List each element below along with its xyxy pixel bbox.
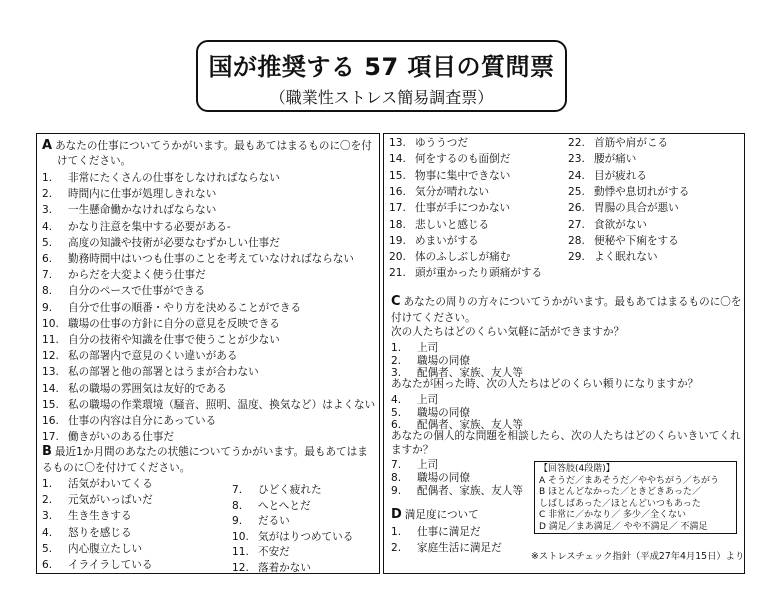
item-number: 20. bbox=[389, 251, 406, 264]
list-item bbox=[391, 394, 438, 407]
item-text: 動悸や息切れがする bbox=[594, 185, 690, 198]
item-number: 25. bbox=[568, 185, 585, 198]
item-number: 15. bbox=[389, 169, 406, 182]
item-text: ゆううつだ bbox=[415, 137, 468, 149]
item-number: 24. bbox=[568, 169, 585, 182]
item-text: 職場の仕事の方針に自分の意見を反映できる bbox=[68, 317, 280, 330]
item-text: 配偶者、家族、友人等 bbox=[417, 484, 523, 497]
list-item bbox=[568, 235, 679, 248]
list-item bbox=[391, 355, 470, 368]
item-number: 1. bbox=[391, 342, 402, 354]
page-subtitle: （職業性ストレス簡易調査票） bbox=[269, 88, 494, 107]
item-number: 26. bbox=[568, 202, 585, 215]
item-number: 5. bbox=[42, 236, 53, 249]
list-item bbox=[42, 285, 205, 298]
item-number: 2. bbox=[391, 542, 402, 554]
item-number: 11. bbox=[232, 546, 249, 559]
answer-choices-box bbox=[534, 461, 737, 534]
item-number: 27. bbox=[568, 218, 585, 231]
item-number: 9. bbox=[42, 301, 53, 314]
item-text: 活気がわいてくる bbox=[68, 478, 153, 490]
item-number: 8. bbox=[232, 499, 243, 512]
item-number: 15. bbox=[42, 398, 59, 411]
item-text: 自分の技術や知識を仕事で使うことが少ない bbox=[68, 334, 280, 346]
list-item bbox=[568, 137, 668, 150]
list-item bbox=[232, 546, 290, 559]
list-item bbox=[391, 485, 523, 498]
section-a-letter: A bbox=[42, 138, 53, 153]
item-text: 腰が痛い bbox=[594, 153, 637, 166]
section-d-letter: D bbox=[391, 507, 402, 522]
item-number: 16. bbox=[42, 415, 59, 427]
item-text: 物事に集中できない bbox=[415, 169, 511, 182]
section-d-intro: 満足度について bbox=[404, 509, 479, 521]
item-text: 私の部署内で意見のくい違いがある bbox=[68, 350, 238, 363]
item-number: 19. bbox=[389, 234, 406, 247]
item-text: 生き生きする bbox=[68, 510, 132, 523]
section-d-heading bbox=[391, 508, 479, 522]
source-note: ※ストレスチェック指針（平成27年4月15日）より bbox=[531, 551, 745, 562]
item-text: 内心腹立たしい bbox=[68, 542, 143, 555]
item-text: 不安だ bbox=[258, 546, 290, 559]
list-item bbox=[391, 472, 470, 485]
item-text: 目が疲れる bbox=[594, 169, 647, 182]
item-number: 6. bbox=[42, 253, 53, 265]
list-item bbox=[42, 478, 153, 491]
item-text: 上司 bbox=[417, 394, 439, 406]
item-text: 上司 bbox=[417, 459, 439, 471]
item-number: 14. bbox=[389, 153, 406, 166]
list-item bbox=[389, 202, 510, 215]
list-item bbox=[42, 318, 280, 331]
list-item bbox=[42, 204, 216, 217]
list-item bbox=[568, 153, 636, 166]
item-text: 配偶者、家族、友人等 bbox=[417, 367, 523, 379]
item-text: 気がはりつめている bbox=[258, 530, 354, 543]
item-number: 8. bbox=[42, 285, 53, 298]
item-text: 私の職場の雰囲気は友好的である bbox=[68, 382, 227, 395]
item-text: よく眠れない bbox=[594, 251, 658, 264]
item-text: 非常にたくさんの仕事をしなければならない bbox=[68, 172, 280, 184]
list-item bbox=[42, 415, 216, 428]
item-number: 13. bbox=[389, 137, 406, 149]
item-number: 1. bbox=[391, 526, 402, 538]
item-text: 家庭生活に満足だ bbox=[417, 542, 502, 554]
item-text: 怒りを感じる bbox=[68, 526, 132, 539]
section-c-intro-line1: あなたの周りの方々についてうかがいます。最もあてはまるものに〇を bbox=[403, 296, 742, 308]
list-item bbox=[42, 221, 231, 234]
list-item bbox=[232, 500, 311, 513]
section-a-heading bbox=[42, 139, 372, 153]
list-item bbox=[391, 526, 481, 539]
item-number: 5. bbox=[391, 406, 402, 419]
list-item bbox=[42, 334, 280, 347]
section-b-intro-line2: るものに〇を付けてください。 bbox=[42, 462, 191, 474]
item-number: 10. bbox=[42, 317, 59, 330]
item-number: 17. bbox=[42, 431, 59, 444]
list-item bbox=[389, 267, 542, 280]
list-item bbox=[232, 484, 322, 497]
answer-row-b: B ほとんどなかった／ときどきあった／ bbox=[539, 487, 701, 497]
item-text: イライラしている bbox=[68, 559, 153, 571]
answer-row-b-cont: しばしばあった／ほとんどいつもあった bbox=[539, 498, 701, 509]
list-item bbox=[389, 186, 489, 199]
item-text: 気分が晴れない bbox=[415, 185, 490, 198]
item-number: 4. bbox=[42, 220, 53, 233]
item-number: 6. bbox=[42, 559, 53, 571]
section-b-letter: B bbox=[42, 444, 52, 459]
item-text: 自分で仕事の順番・やり方を決めることができる bbox=[68, 301, 302, 314]
item-number: 3. bbox=[42, 204, 53, 217]
item-text: 悲しいと感じる bbox=[415, 218, 490, 231]
section-c-letter: C bbox=[391, 294, 401, 309]
item-number: 7. bbox=[42, 269, 53, 282]
item-number: 8. bbox=[391, 471, 402, 484]
answer-row-d: D 満足／まあ満足／ やや不満足／ 不満足 bbox=[539, 521, 708, 532]
item-number: 16. bbox=[389, 185, 406, 198]
item-number: 22. bbox=[568, 137, 585, 149]
list-item bbox=[389, 137, 468, 150]
answer-row-c: C 非常に／かなり／ 多少／全くない bbox=[539, 510, 687, 520]
list-item bbox=[42, 399, 375, 412]
section-c-question3-line1: あなたの個人的な問題を相談したら、次の人たちはどのくらいきいてくれ bbox=[391, 430, 741, 442]
list-item bbox=[42, 172, 280, 185]
item-number: 23. bbox=[568, 153, 585, 166]
item-text: からだを大変よく使う仕事だ bbox=[68, 269, 206, 282]
answer-box-title: 【回答肢(4段階)】 bbox=[539, 464, 615, 474]
list-item bbox=[568, 251, 658, 264]
page-title: 国が推奨する 57 項目の質問票 bbox=[208, 53, 555, 81]
list-item bbox=[42, 302, 301, 315]
list-item bbox=[232, 562, 311, 575]
item-number: 9. bbox=[232, 515, 243, 528]
item-text: 職場の同僚 bbox=[417, 354, 470, 367]
list-item bbox=[389, 235, 479, 248]
item-number: 13. bbox=[42, 366, 59, 379]
list-item bbox=[389, 251, 510, 264]
item-text: 元気がいっぱいだ bbox=[68, 494, 153, 507]
item-text: 落着かない bbox=[258, 562, 311, 574]
list-item bbox=[568, 202, 679, 215]
item-number: 7. bbox=[232, 484, 243, 496]
list-item bbox=[389, 219, 489, 232]
item-text: 仕事に満足だ bbox=[417, 526, 481, 538]
item-number: 28. bbox=[568, 234, 585, 247]
item-number: 4. bbox=[42, 526, 53, 539]
item-text: 私の部署と他の部署とはうまが合わない bbox=[68, 366, 259, 379]
section-b-heading bbox=[42, 445, 368, 459]
list-item bbox=[391, 342, 438, 355]
list-item bbox=[232, 515, 290, 528]
list-item bbox=[389, 153, 510, 166]
item-number: 3. bbox=[391, 367, 402, 379]
section-b-intro-line1: 最近1か月間のあなたの状態についてうかがいます。最もあてはま bbox=[54, 446, 368, 458]
item-text: 時間内に仕事が処理しきれない bbox=[68, 188, 217, 201]
list-item bbox=[42, 366, 259, 379]
item-text: 仕事が手につかない bbox=[415, 202, 511, 215]
list-item bbox=[42, 269, 206, 282]
item-number: 14. bbox=[42, 382, 59, 395]
item-number: 17. bbox=[389, 202, 406, 215]
list-item bbox=[232, 531, 353, 544]
item-number: 11. bbox=[42, 334, 59, 346]
item-text: 胃腸の具合が悪い bbox=[594, 202, 679, 215]
list-item bbox=[42, 431, 174, 444]
item-number: 10. bbox=[232, 530, 249, 543]
list-item bbox=[568, 170, 647, 183]
section-a-intro-line2: けてください。 bbox=[57, 155, 132, 167]
list-item bbox=[391, 407, 470, 420]
item-number: 5. bbox=[42, 542, 53, 555]
item-number: 18. bbox=[389, 218, 406, 231]
list-item bbox=[42, 253, 354, 266]
item-text: 仕事の内容は自分にあっている bbox=[68, 415, 217, 427]
item-number: 2. bbox=[391, 354, 402, 367]
item-text: めまいがする bbox=[415, 234, 479, 247]
item-number: 1. bbox=[42, 172, 53, 184]
item-text: 体のふしぶしが痛む bbox=[415, 251, 511, 264]
item-text: 勤務時間中はいつも仕事のことを考えていなければならない bbox=[68, 253, 355, 265]
list-item bbox=[568, 219, 647, 232]
section-c-question2: あなたが困った時、次の人たちはどのくらい頼りになりますか？ bbox=[391, 378, 699, 390]
list-item bbox=[42, 350, 238, 363]
item-text: 配偶者、家族、友人等 bbox=[417, 419, 523, 431]
list-item bbox=[42, 494, 153, 507]
list-item bbox=[42, 543, 142, 556]
item-text: 職場の同僚 bbox=[417, 406, 470, 419]
item-text: 高度の知識や技術が必要なむずかしい仕事だ bbox=[68, 236, 280, 249]
list-item bbox=[42, 559, 152, 572]
item-text: 働きがいのある仕事だ bbox=[68, 431, 174, 444]
item-text: へとへとだ bbox=[258, 499, 311, 512]
title-box bbox=[196, 40, 567, 112]
item-number: 4. bbox=[391, 394, 402, 406]
item-text: 職場の同僚 bbox=[417, 471, 470, 484]
section-a-intro-line1: あなたの仕事についてうかがいます。最もあてはまるものに〇を付 bbox=[55, 140, 372, 152]
item-number: 1. bbox=[42, 478, 53, 490]
item-text: かなり注意を集中する必要がある- bbox=[68, 220, 231, 233]
item-number: 9. bbox=[391, 484, 402, 497]
item-text: 一生懸命働かなければならない bbox=[68, 204, 217, 217]
item-text: 便秘や下痢をする bbox=[594, 234, 679, 247]
item-number: 6. bbox=[391, 419, 402, 431]
item-text: 首筋や肩がこる bbox=[594, 137, 669, 149]
list-item bbox=[42, 383, 227, 396]
section-c-heading bbox=[391, 295, 741, 309]
item-number: 29. bbox=[568, 251, 585, 264]
list-item bbox=[391, 459, 438, 472]
item-text: 私の職場の作業環境（騒音、照明、温度、換気など）はよくない bbox=[68, 398, 376, 411]
list-item bbox=[391, 542, 502, 555]
list-item bbox=[568, 186, 689, 199]
section-c-intro-line2: 付けてください。 bbox=[391, 312, 476, 324]
item-number: 7. bbox=[391, 459, 402, 471]
item-text: 食欲がない bbox=[594, 218, 647, 231]
item-text: だるい bbox=[258, 515, 290, 528]
item-text: 自分のペースで仕事ができる bbox=[68, 285, 206, 298]
list-item bbox=[42, 510, 132, 523]
item-text: 上司 bbox=[417, 342, 439, 354]
item-number: 12. bbox=[232, 562, 249, 574]
list-item bbox=[42, 188, 216, 201]
section-c-question3-line2: ますか？ bbox=[391, 444, 434, 456]
item-number: 12. bbox=[42, 350, 59, 363]
item-number: 2. bbox=[42, 188, 53, 201]
answer-row-a: A そうだ／まあそうだ／ややちがう／ちがう bbox=[539, 475, 720, 486]
section-c-question1: 次の人たちはどのくらい気軽に話ができますか？ bbox=[391, 326, 625, 338]
list-item bbox=[389, 170, 510, 183]
item-number: 2. bbox=[42, 494, 53, 507]
list-item bbox=[42, 237, 280, 250]
item-text: 何をするのも面倒だ bbox=[415, 153, 511, 166]
item-number: 21. bbox=[389, 267, 406, 280]
list-item bbox=[42, 527, 132, 540]
item-text: ひどく疲れた bbox=[258, 484, 322, 496]
item-number: 3. bbox=[42, 510, 53, 523]
item-text: 頭が重かったり頭痛がする bbox=[415, 267, 543, 280]
